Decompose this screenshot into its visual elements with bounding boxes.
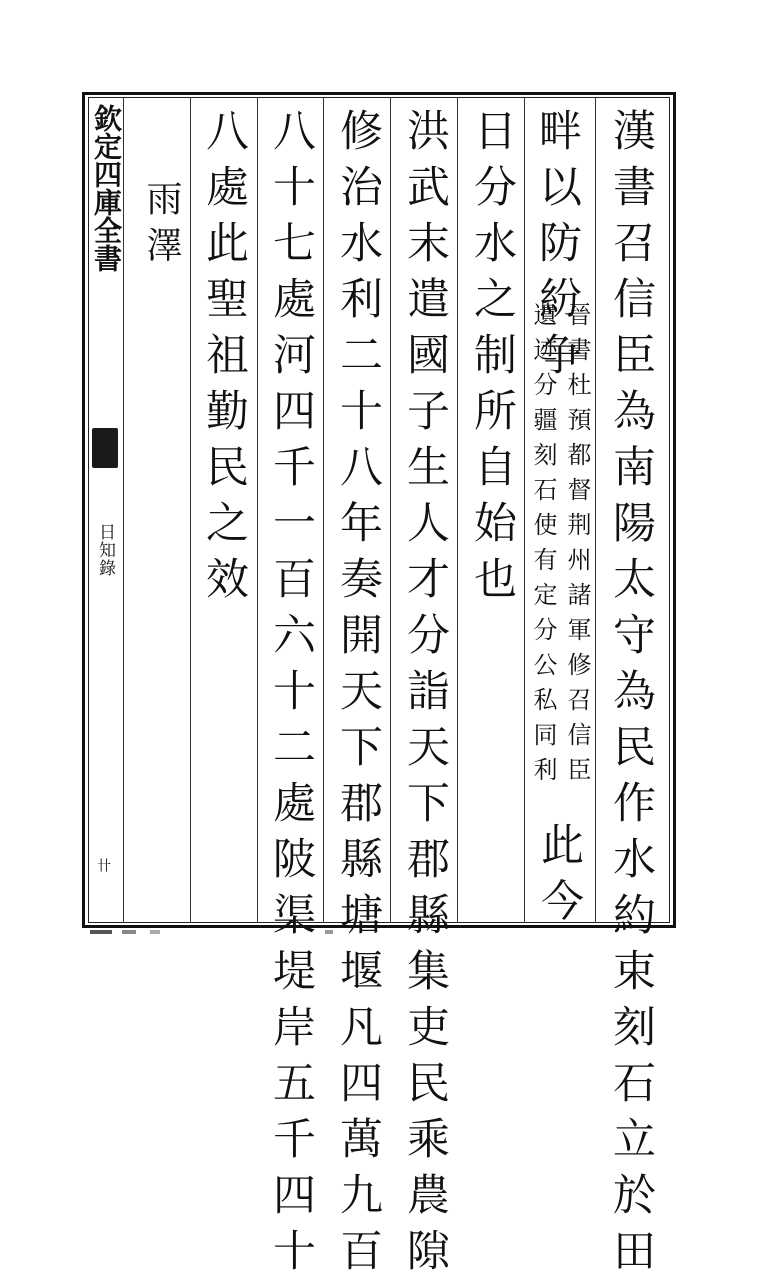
text-column-7: 八處此聖祖勤民之效 (199, 108, 249, 612)
column-rule (323, 97, 324, 923)
fishtail-mark (92, 428, 118, 468)
annotation-column-left: 遺迹分疆刻石使有定分公私同利 (529, 302, 557, 792)
scan-artifact (325, 930, 333, 934)
text-column-3: 日分水之制所自始也 (467, 108, 517, 612)
page-number: 卄 (95, 858, 111, 872)
text-column-6: 八十七處河四千一百六十二處陂渠堤岸五千四十 (266, 108, 316, 1284)
text-column-2: 畔以防紛争 (532, 108, 582, 388)
text-column-2-tail: 此今 (534, 822, 584, 934)
text-column-4: 洪武末遣國子生人才分詣天下郡縣集吏民乘農隙 (400, 108, 450, 1284)
column-rule (595, 97, 596, 923)
scan-artifact (150, 930, 160, 934)
scan-artifact (122, 930, 136, 934)
column-rule (457, 97, 458, 923)
text-column-5: 修治水利二十八年奏開天下郡縣塘堰凡四萬九百 (333, 108, 383, 1284)
column-rule (123, 97, 124, 923)
column-rule (190, 97, 191, 923)
scan-artifact (90, 930, 112, 934)
column-rule (257, 97, 258, 923)
text-column-8: 雨澤 (141, 180, 182, 272)
volume-title: 日知錄 (95, 523, 115, 577)
column-rule (390, 97, 391, 923)
annotation-column-right: 晉書杜預都督荆州諸軍修召信臣 (563, 302, 591, 792)
column-rule (524, 97, 525, 923)
text-column-1: 漢書召信臣為南陽太守為民作水約束刻石立於田 (606, 108, 656, 1284)
margin-strip (89, 98, 123, 922)
book-title: 欽定四庫全書 (90, 104, 123, 272)
